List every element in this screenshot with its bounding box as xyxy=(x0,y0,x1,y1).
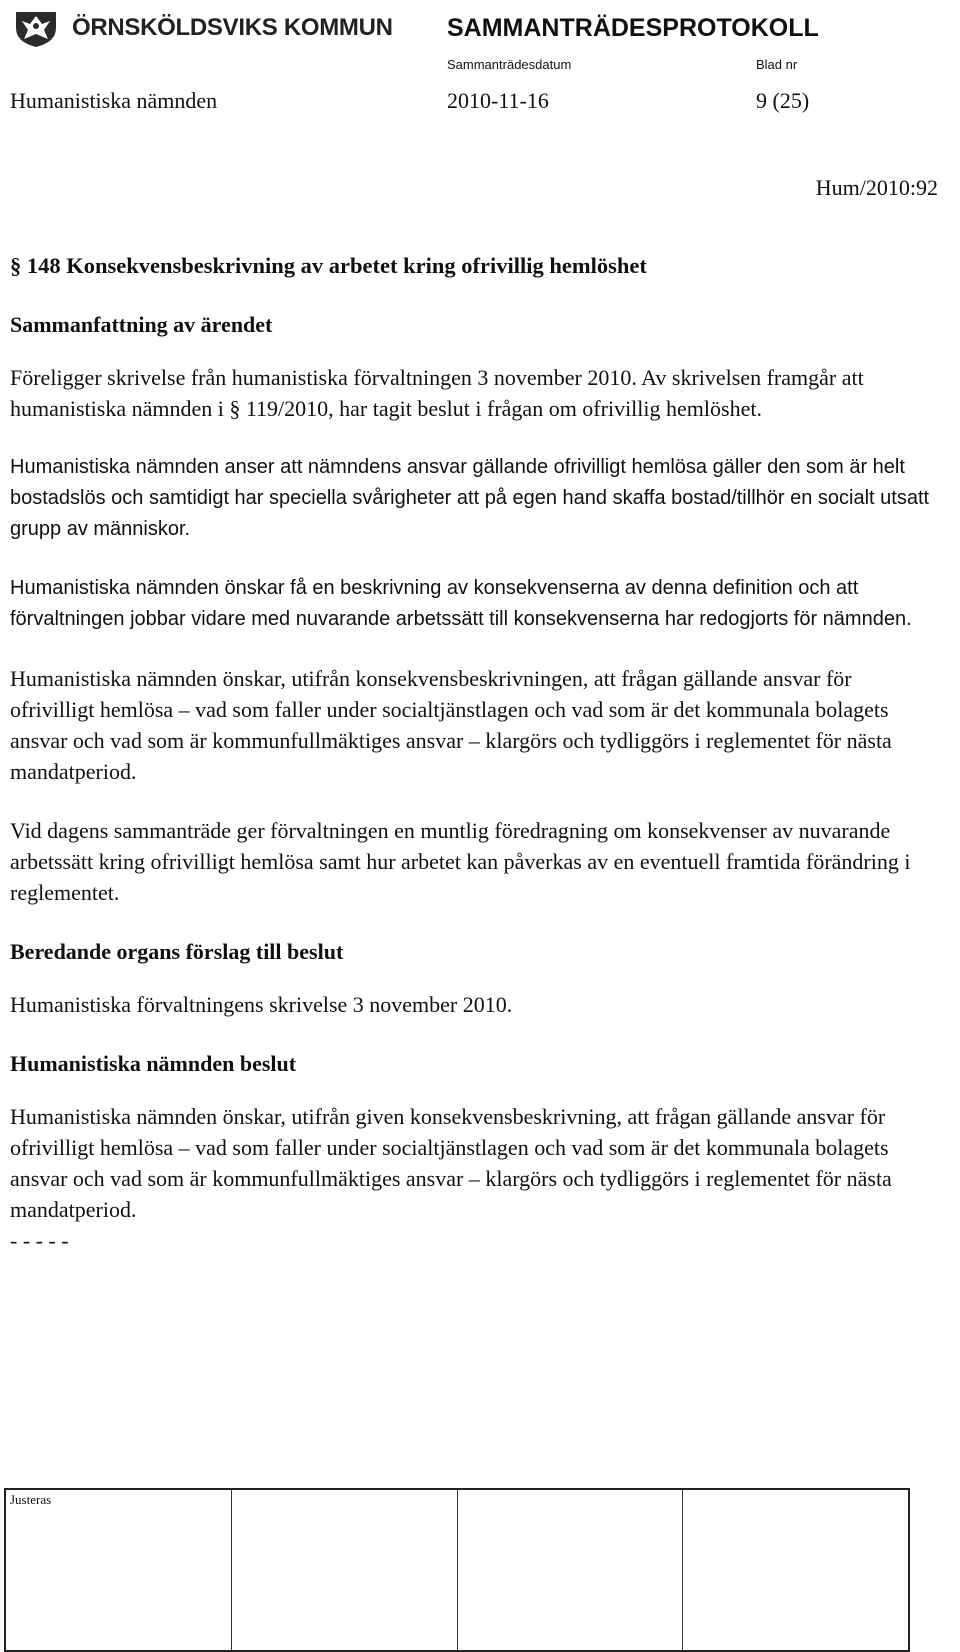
summary-paragraph-5: Vid dagens sammanträde ger förvaltningen en muntlig föredragning om konsekvenser av nuvarande arbetssätt kring ofrivilligt hemlösa samt hur arbetet kan påverkas av en eventuell framtida förändring i reglementet. xyxy=(10,818,911,905)
end-mark: - - - - - xyxy=(10,1228,69,1253)
section-symbol: § xyxy=(229,396,241,421)
proposal-heading: Beredande organs förslag till beslut xyxy=(10,939,344,964)
proposal-paragraph: Humanistiska förvaltningens skrivelse 3 november 2010. xyxy=(10,992,513,1017)
item-heading xyxy=(10,250,930,281)
protocol-body xyxy=(10,250,930,1256)
signature-cell xyxy=(682,1490,910,1650)
document-title: SAMMANTRÄDESPROTOKOLL xyxy=(447,14,819,42)
municipality-logo xyxy=(12,6,393,48)
summary-paragraph-2: Humanistiska nämnden anser att nämndens ansvar gällande ofrivilligt hemlösa gäller den som är helt bostadslös och samtidigt har speciella svårigheter att på egen hand skaffa bostad/tillhör en socialt utsatt grupp av människor. xyxy=(10,456,930,540)
logo-text: ÖRNSKÖLDSVIKS KOMMUN xyxy=(72,14,393,41)
coat-of-arms-icon xyxy=(12,6,60,48)
summary-paragraph-1: Föreligger skrivelse från humanistiska förvaltningen 3 november 2010. Av skrivelsen framgår att humanistiska nämnden i § 119/2010, har tagit beslut i frågan om ofrivillig hemlöshet. xyxy=(10,365,864,421)
section-symbol: § xyxy=(10,253,22,278)
meeting-date: 2010-11-16 xyxy=(447,88,549,113)
item-title: 148 Konsekvensbeskrivning av arbetet kring ofrivillig hemlöshet xyxy=(26,253,647,278)
decision-paragraph: Humanistiska nämnden önskar, utifrån given konsekvensbeskrivning, att frågan gällande ansvar för ofrivilligt hemlösa – vad som faller under socialtjänstlagen och vad som är det kommunala bolagets ansvar och vad som är kommunfullmäktiges ansvar – klargörs och tydliggörs i reglementet för nästa mandatperiod. xyxy=(10,1104,892,1222)
signature-box xyxy=(4,1488,910,1652)
signature-cell xyxy=(231,1490,457,1650)
signature-cell xyxy=(457,1490,683,1650)
page-number: 9 (25) xyxy=(756,88,810,113)
sign-label: Justeras xyxy=(10,1492,52,1507)
summary-heading: Sammanfattning av ärendet xyxy=(10,312,273,337)
diary-number: Hum/2010:92 xyxy=(815,175,938,200)
committee-name: Humanistiska nämnden xyxy=(10,88,218,113)
date-label: Sammanträdesdatum xyxy=(447,57,572,72)
signature-cell xyxy=(4,1490,231,1650)
summary-paragraph-3: Humanistiska nämnden önskar få en beskrivning av konsekvenserna av denna definition och att förvaltningen jobbar vidare med nuvarande arbetssätt till konsekvenserna har redogjorts för nämnden. xyxy=(10,577,912,630)
page-label: Blad nr xyxy=(756,57,798,72)
summary-paragraph-4: Humanistiska nämnden önskar, utifrån konsekvensbeskrivningen, att frågan gällande ansvar för ofrivilligt hemlösa – vad som faller under socialtjänstlagen och vad som är det kommunala bolagets ansvar och vad som är kommunfullmäktiges ansvar – klargörs och tydliggörs i reglementet för nästa mandatperiod. xyxy=(10,666,892,784)
decision-heading: Humanistiska nämnden beslut xyxy=(10,1051,297,1076)
